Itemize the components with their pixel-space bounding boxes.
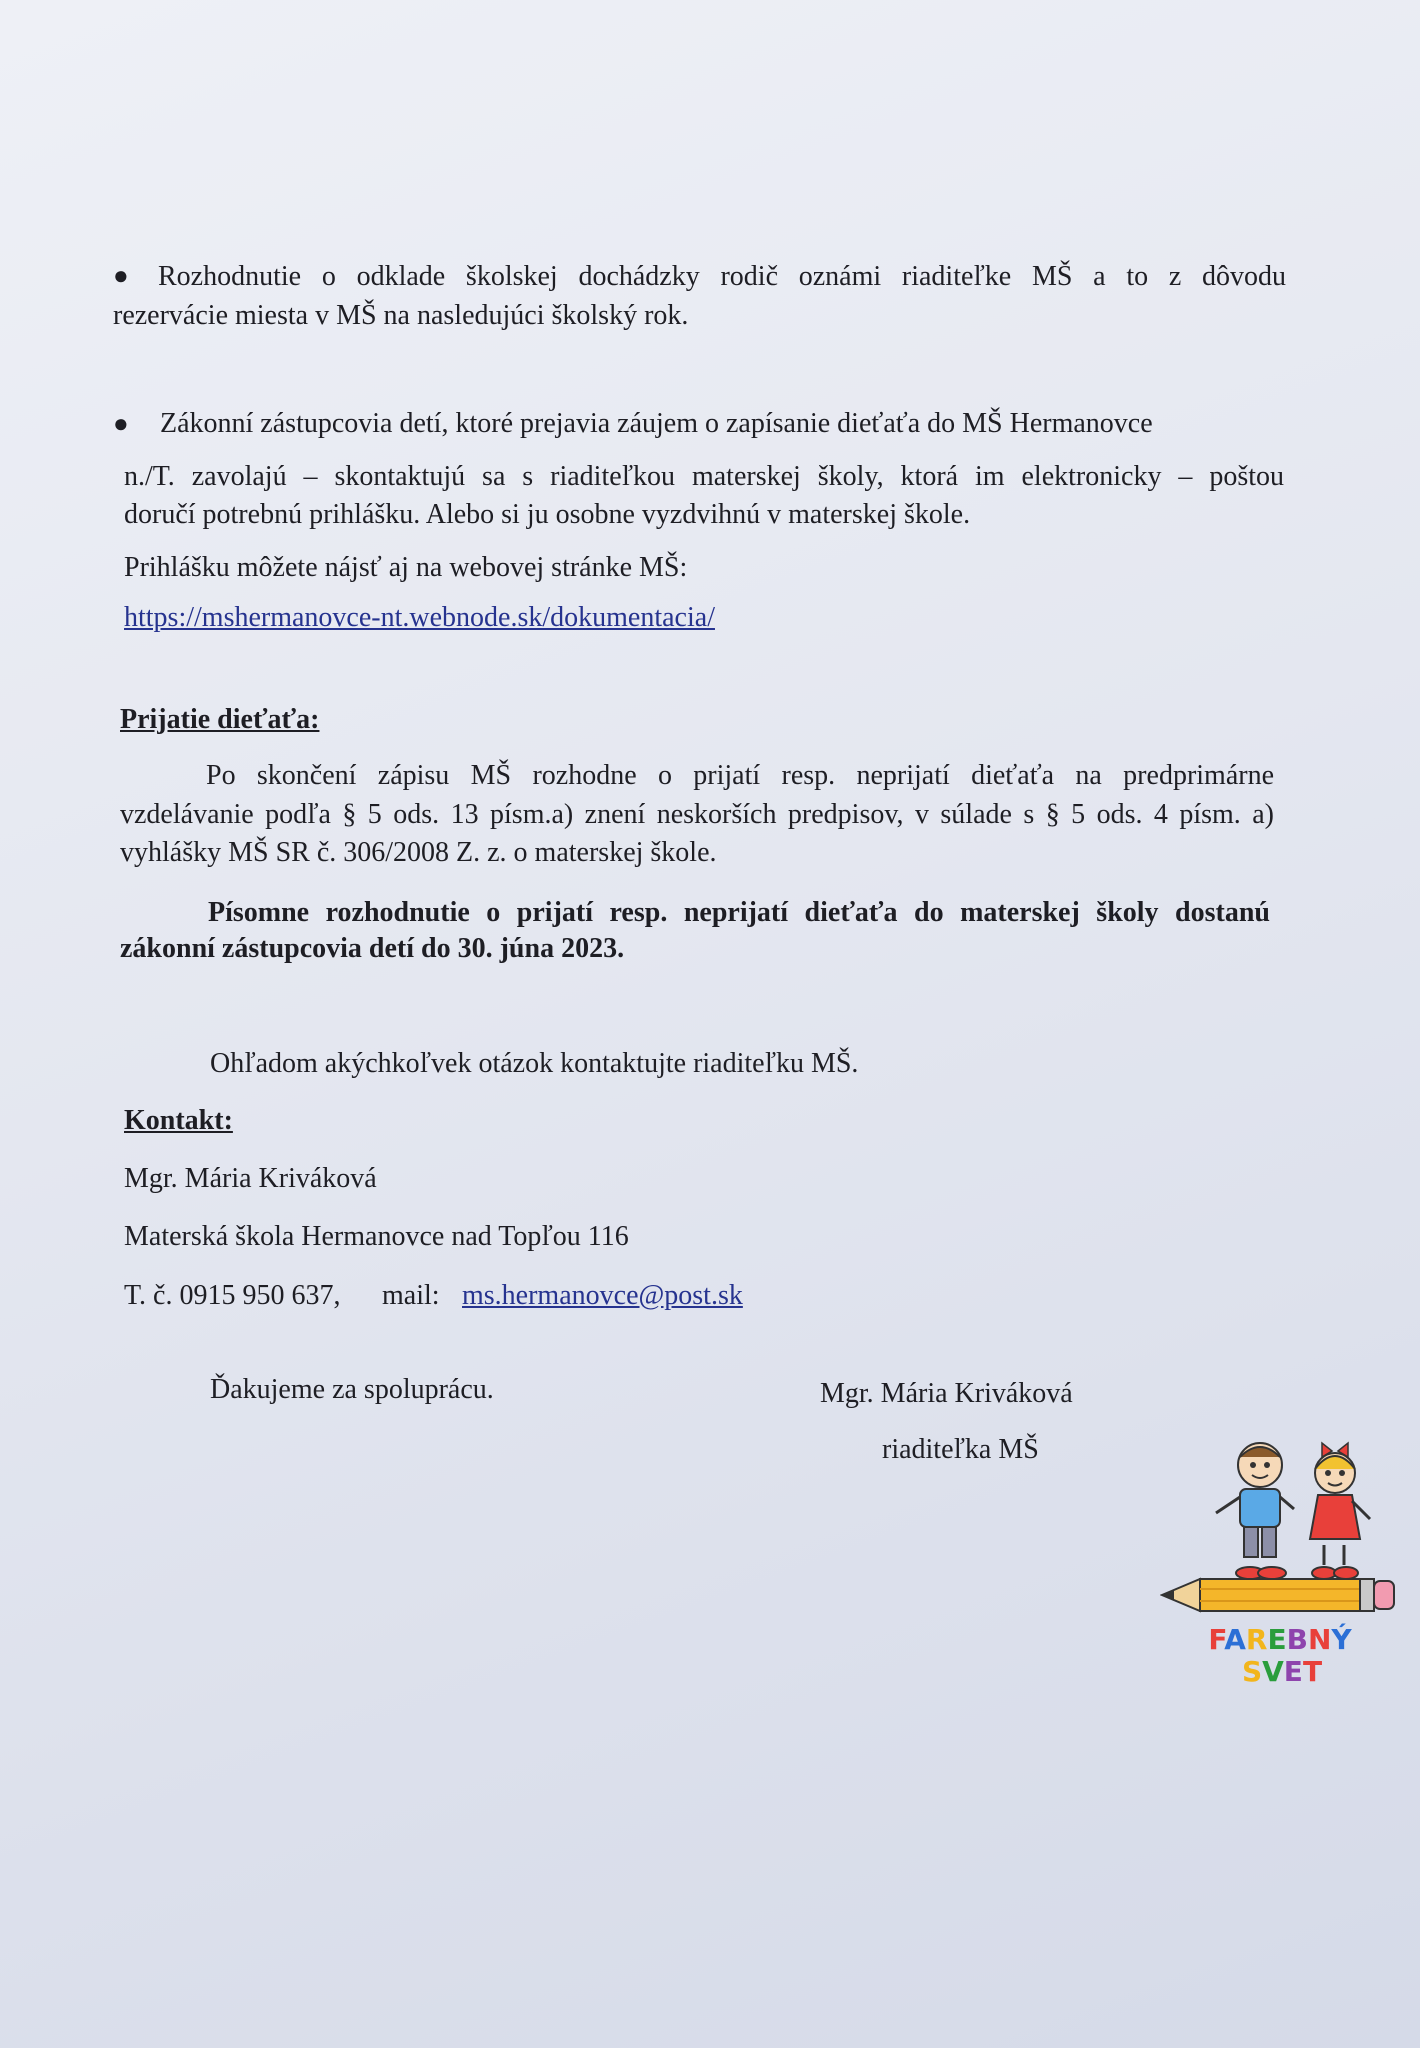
bullet-2-line-3: doručí potrebnú prihlášku. Alebo si ju osobne vyzdvihnú v materskej škole. [124,499,971,530]
contact-mail-label: mail: [382,1280,440,1311]
logo-letter: F [1208,1623,1225,1656]
logo-letter: E [1283,1655,1303,1688]
logo-letter: S [1241,1655,1263,1688]
contact-address: Materská škola Hermanovce nad Topľou 116 [124,1221,629,1252]
signature-title: riaditeľka MŠ [882,1434,1039,1465]
bullet-1-line-1: Rozhodnutie o odklade školskej dochádzky rodič oznámi riaditeľke MŠ a to z dôvodu [158,261,1286,292]
logo-letter: T [1302,1655,1323,1688]
farebny-svet-logo [1160,1435,1400,1695]
bullet-dot: ● [113,409,129,438]
contact-name: Mgr. Mária Kriváková [124,1163,377,1194]
web-link[interactable]: https://mshermanovce-nt.webnode.sk/dokumentacia/ [124,602,715,633]
admission-p1-line-2: vzdelávanie podľa § 5 ods. 13 písm.a) znení neskorších predpisov, v súlade s § 5 ods. 4 písm. a) [120,799,1274,830]
contact-phone: T. č. 0915 950 637, [124,1280,341,1311]
bullet-1-line-2: rezervácie miesta v MŠ na nasledujúci školský rok. [113,300,689,331]
logo-letter: N [1307,1623,1332,1656]
girl-figure-icon [1310,1443,1370,1579]
bullet-dot: ● [113,261,129,290]
logo-letter: Ý [1331,1623,1352,1656]
logo-text-line-2 [1242,1655,1322,1688]
web-label: Prihlášku môžete nájsť aj na webovej stránke MŠ: [124,552,688,583]
thanks-text: Ďakujeme za spoluprácu. [210,1374,494,1405]
bullet-2-line-1: Zákonní zástupcovia detí, ktoré prejavia záujem o zapísanie dieťaťa do MŠ Hermanovce [160,408,1153,439]
admission-p2-line-2: zákonní zástupcovia detí do 30. júna 2023. [120,933,625,964]
pencil-icon [1162,1579,1394,1611]
contact-email-link[interactable]: ms.hermanovce@post.sk [462,1280,743,1311]
bullet-2-line-2: n./T. zavolajú – skontaktujú sa s riaditeľkou materskej školy, ktorá im elektronicky – poštou [124,461,1284,492]
logo-letter: R [1245,1623,1268,1656]
logo-letter: A [1224,1623,1246,1656]
logo-letter: V [1262,1655,1284,1688]
logo-letter: B [1286,1623,1308,1656]
admission-p2-line-1: Písomne rozhodnutie o prijatí resp. neprijatí dieťaťa do materskej školy dostanú [208,897,1270,928]
admission-p1-line-1: Po skončení zápisu MŠ rozhodne o prijatí resp. neprijatí dieťaťa na predprimárne [206,760,1274,791]
questions-text: Ohľadom akýchkoľvek otázok kontaktujte riaditeľku MŠ. [210,1048,859,1079]
admission-heading: Prijatie dieťaťa: [120,704,320,735]
logo-text-line-1 [1208,1622,1352,1656]
contact-heading: Kontakt: [124,1105,233,1136]
signature-name: Mgr. Mária Kriváková [820,1378,1073,1409]
admission-p1-line-3: vyhlášky MŠ SR č. 306/2008 Z. z. o materskej škole. [120,837,717,868]
boy-figure-icon [1216,1443,1294,1579]
logo-letter: E [1267,1623,1287,1656]
